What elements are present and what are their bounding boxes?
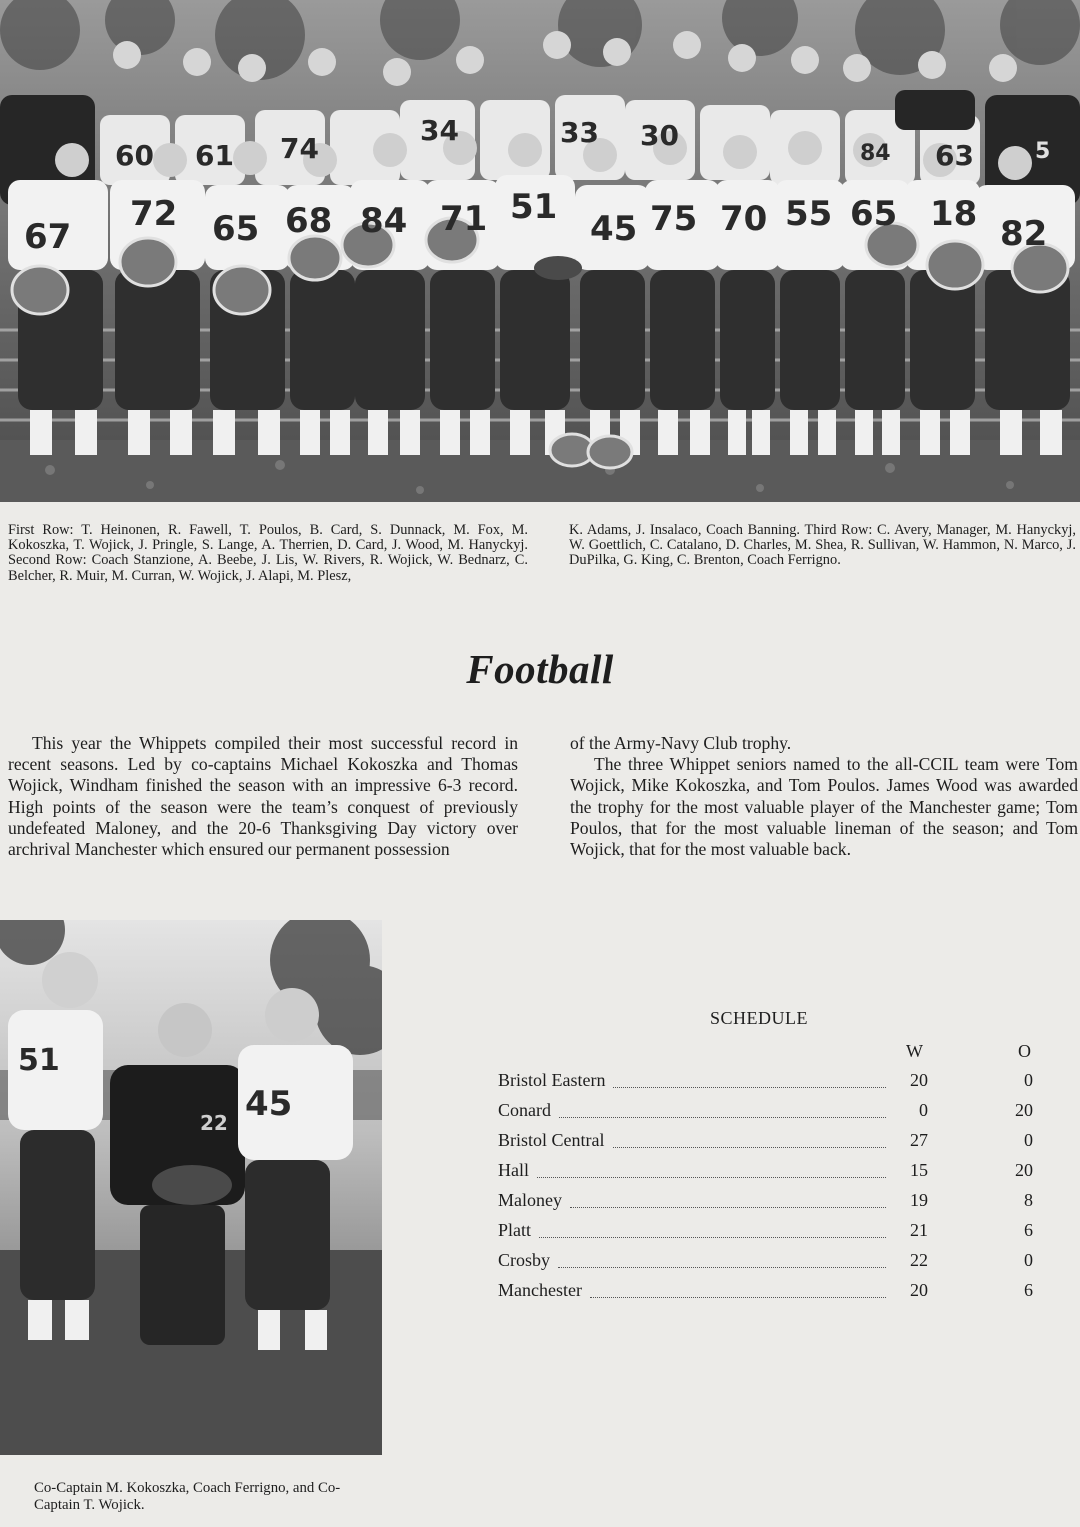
team-photo	[0, 0, 1080, 502]
jersey-number: 55	[785, 194, 833, 234]
jersey-number: 33	[560, 116, 599, 149]
schedule-score-w: 19	[910, 1190, 928, 1210]
dot-leader	[570, 1205, 886, 1208]
schedule-row	[498, 1220, 1038, 1244]
team-caption-left: First Row: T. Heinonen, R. Fawell, T. Poulos, B. Card, S. Dunnack, M. Fox, M. Kokoszka, T. Wojick, J. Pringle, S. Lange, A. Therrien, D. Card, J. Wood, M. Hanyckyj. Second Row: Coach Stanzione, A. Beebe, J. Lis, W. Rivers, R. Wojick, W. Bednarz, C. Belcher, R. Muir, M. Curran, W. Wojick, J. Alapi, M. Plesz,	[8, 522, 528, 584]
dot-leader	[590, 1295, 886, 1298]
schedule-row	[498, 1190, 1038, 1214]
jersey-number: 65	[850, 194, 898, 234]
schedule-score-w: 20	[910, 1280, 928, 1300]
dot-leader	[537, 1175, 886, 1178]
captains-caption: Co-Captain M. Kokoszka, Coach Ferrigno, and Co-Captain T. Wojick.	[34, 1480, 341, 1513]
schedule-score-o: 0	[1024, 1070, 1033, 1090]
jersey-number: 82	[1000, 214, 1048, 254]
article-left-column	[8, 733, 518, 860]
jersey-number: 22	[200, 1111, 228, 1135]
dot-leader	[539, 1235, 886, 1238]
jersey-number: 84	[860, 141, 891, 166]
schedule-score-w: 21	[910, 1220, 928, 1240]
jersey-number: 34	[420, 114, 459, 147]
schedule-score-o: 0	[1024, 1250, 1033, 1270]
captains-photo	[0, 920, 382, 1455]
schedule-opponent: Hall	[498, 1160, 529, 1180]
team-photo-illustration	[0, 0, 1080, 502]
schedule-row	[498, 1250, 1038, 1274]
schedule-score-w: 20	[910, 1070, 928, 1090]
jersey-number: 30	[640, 119, 679, 152]
dot-leader	[613, 1085, 886, 1088]
schedule-opponent: Manchester	[498, 1280, 582, 1300]
schedule-row	[498, 1130, 1038, 1154]
jersey-number: 45	[245, 1084, 293, 1124]
team-caption-right: K. Adams, J. Insalaco, Coach Banning. Third Row: C. Avery, Manager, M. Hanyckyj, W. Goettlich, C. Catalano, D. Charles, M. Shea, R. Sullivan, W. Hammon, N. Marco, J. DuPilka, G. King, C. Brenton, Coach Ferrigno.	[569, 522, 1076, 569]
jersey-number: 65	[212, 209, 260, 249]
schedule-opponent: Bristol Eastern	[498, 1070, 606, 1090]
schedule-opponent: Bristol Central	[498, 1130, 605, 1150]
jersey-number: 18	[930, 194, 978, 234]
jersey-number: 45	[590, 209, 638, 249]
jersey-number: 51	[510, 187, 558, 227]
jersey-number: 70	[720, 199, 768, 239]
schedule-opponent: Conard	[498, 1100, 551, 1120]
jersey-number: 84	[360, 201, 408, 241]
schedule-score-o: 20	[1015, 1160, 1033, 1180]
jersey-number: 67	[24, 217, 72, 257]
schedule-header-w: W	[906, 1041, 923, 1061]
schedule-title: SCHEDULE	[710, 1008, 808, 1028]
schedule-score-o: 8	[1024, 1190, 1033, 1210]
schedule-row	[498, 1100, 1038, 1124]
jersey-number: 72	[130, 194, 178, 234]
page-title: Football	[466, 646, 614, 692]
schedule-score-o: 6	[1024, 1280, 1033, 1300]
jersey-number: 74	[280, 132, 319, 165]
article-paragraph: This year the Whippets compiled their most successful record in recent seasons. Led by co-captains Michael Kokoszka and Thomas Wojick, Windham finished the season with an impressive 6-3 record. High points of the season were the team’s conquest of previously undefeated Maloney, and the 20-6 Thanksgiving Day victory over archrival Manchester which ensured our permanent possession	[8, 733, 518, 860]
captains-photo-illustration	[0, 920, 382, 1455]
schedule-row	[498, 1160, 1038, 1184]
dot-leader	[559, 1115, 886, 1118]
jersey-number: 63	[935, 139, 974, 172]
jersey-number: 51	[18, 1043, 60, 1078]
schedule-row	[498, 1070, 1038, 1094]
jersey-number: 60	[115, 139, 154, 172]
jersey-number: 68	[285, 201, 333, 241]
schedule-score-w: 27	[910, 1130, 928, 1150]
schedule-score-o: 6	[1024, 1220, 1033, 1240]
schedule-score-w: 0	[919, 1100, 928, 1120]
schedule-score-o: 20	[1015, 1100, 1033, 1120]
article-continuation: of the Army-Navy Club trophy.	[570, 733, 792, 753]
schedule-score-o: 0	[1024, 1130, 1033, 1150]
jersey-number: 71	[440, 199, 488, 239]
schedule-score-w: 15	[910, 1160, 928, 1180]
jersey-number: 75	[650, 199, 698, 239]
jersey-number: 5	[1035, 139, 1051, 164]
schedule-opponent: Platt	[498, 1220, 532, 1240]
dot-leader	[613, 1145, 886, 1148]
schedule-score-w: 22	[910, 1250, 928, 1270]
schedule-opponent: Crosby	[498, 1250, 551, 1270]
article-paragraph: The three Whippet seniors named to the all-CCIL team were Tom Wojick, Mike Kokoszka, and Tom Poulos. James Wood was awarded the trophy for the most valuable player of the Manchester game; Tom Poulos, that for the most valuable lineman of the season; and Tom Wojick, that for the most valuable back.	[570, 754, 1078, 860]
schedule-opponent: Maloney	[498, 1190, 562, 1210]
schedule-header-o: O	[1018, 1041, 1031, 1061]
schedule-row	[498, 1280, 1038, 1304]
article-right-column	[570, 733, 1078, 860]
dot-leader	[558, 1265, 886, 1268]
jersey-number: 61	[195, 139, 234, 172]
